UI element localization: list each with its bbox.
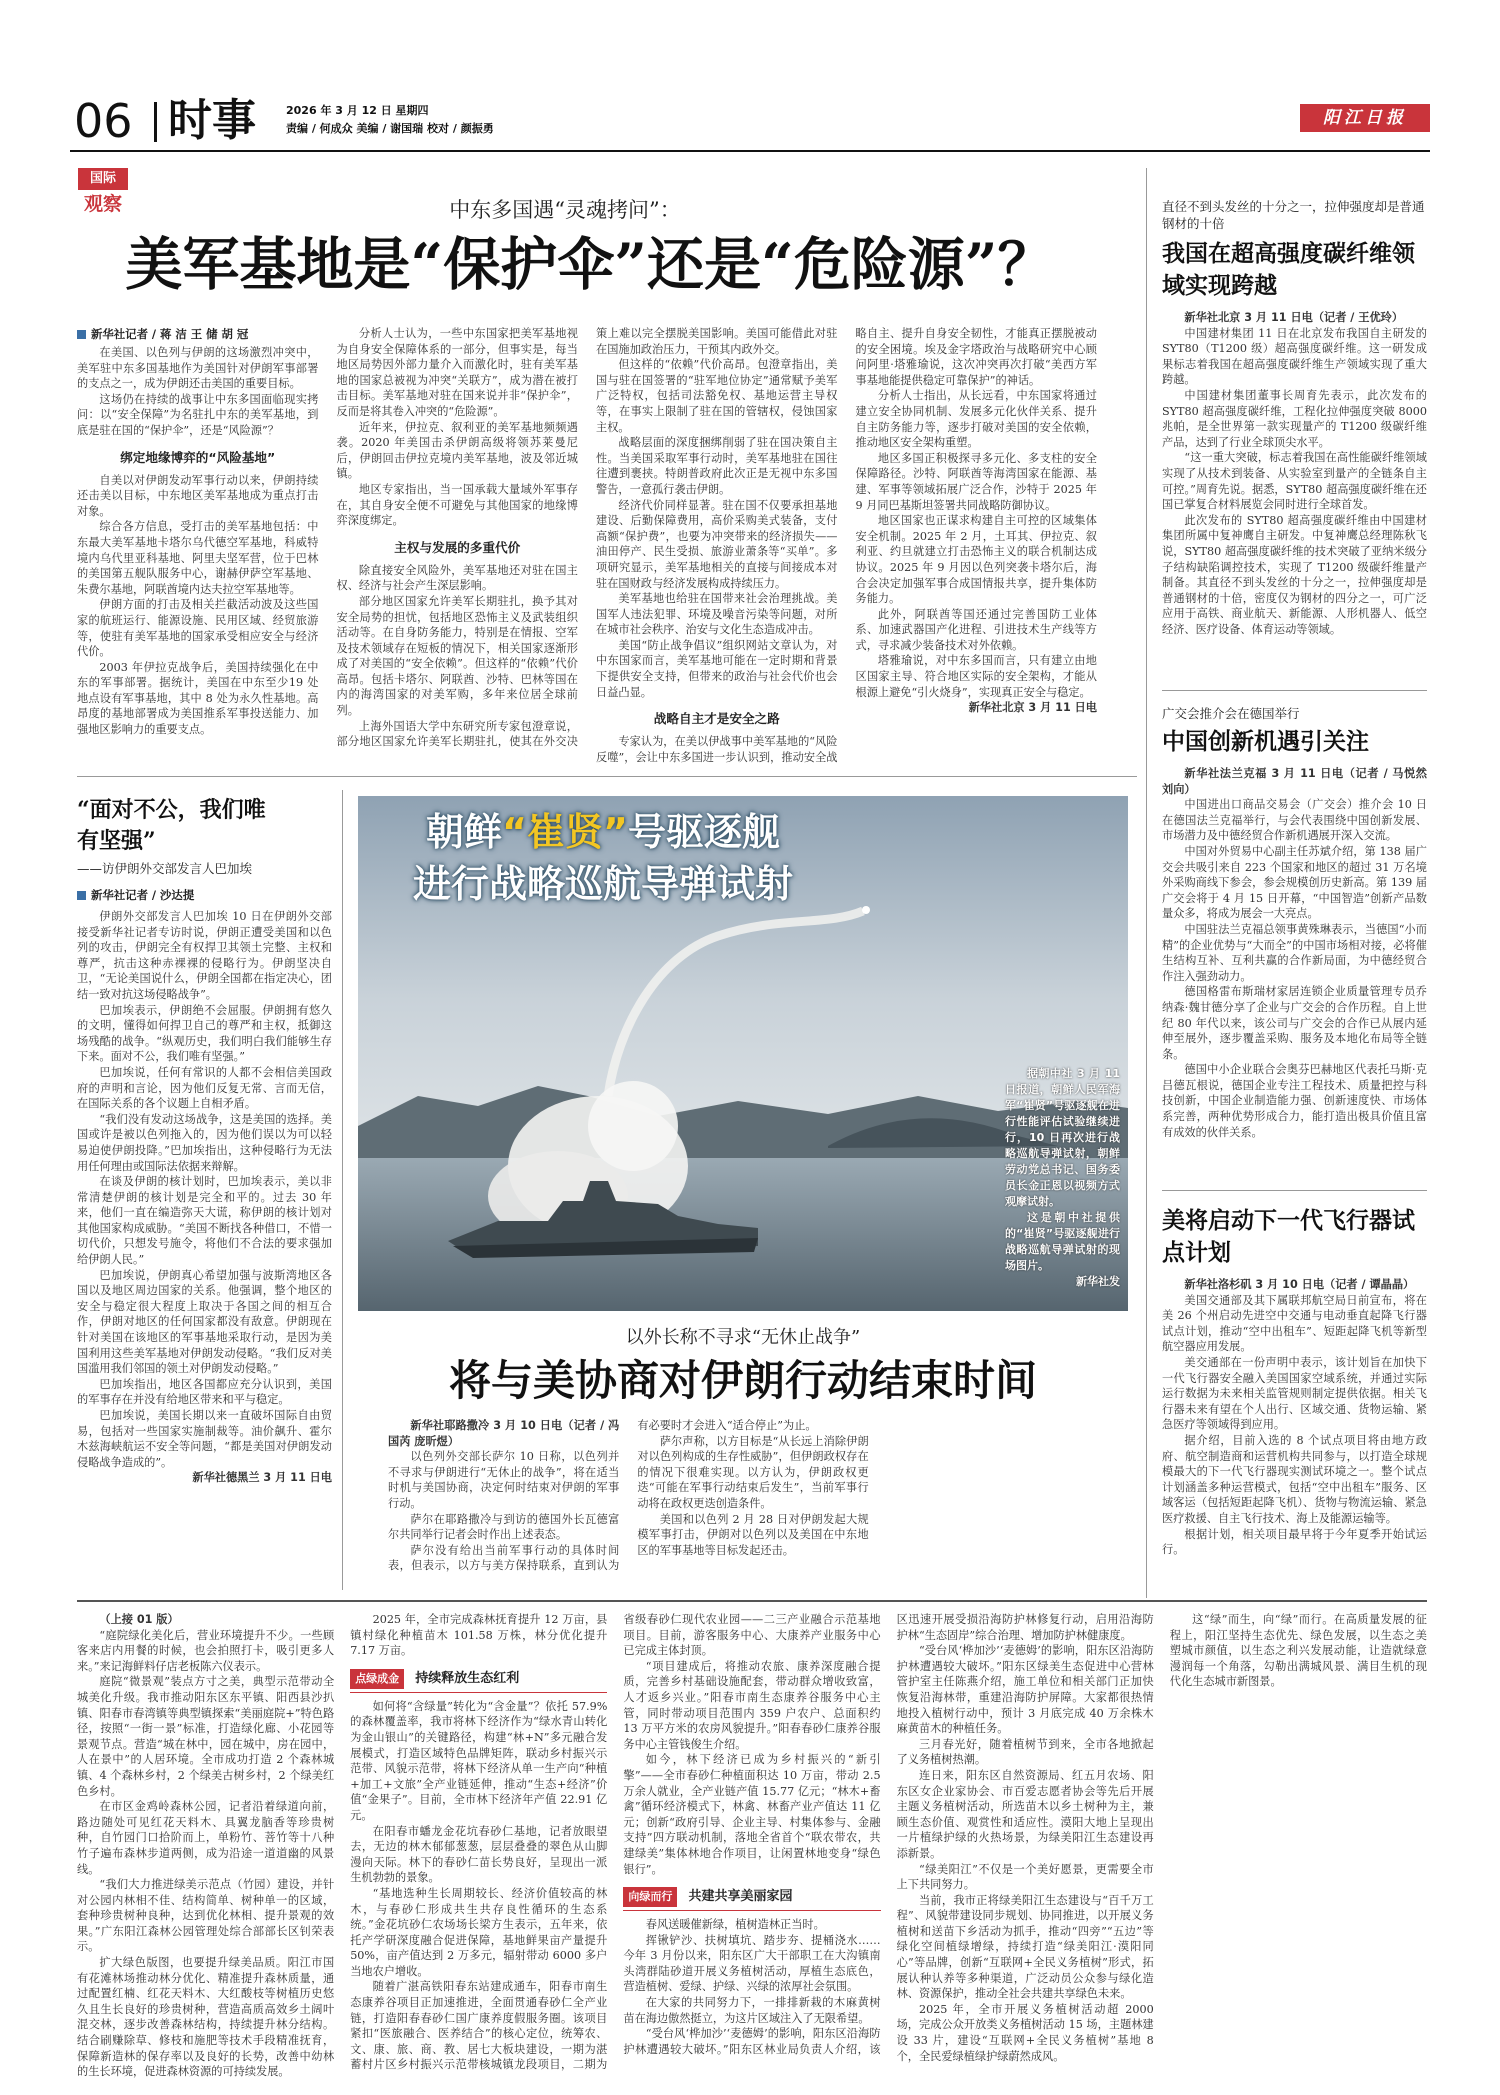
expo-lead-bold: 新华社法兰克福 3 月 11 日电（记者 / 马悦然 刘向）: [1162, 767, 1427, 796]
expo-lead: [1162, 766, 1427, 797]
aircraft-article: [1162, 1205, 1427, 1600]
aircraft-para: 美交通部在一份声明中表示，该计划旨在加快下一代飞行器安全融入美国国家空域系统，并通过实际运行数据为未来相关监管规则制定提供依据。相关飞行器未来有望在个人出行、区域交通、货物运输、紧急医疗等领域得到应用。: [1162, 1355, 1427, 1432]
carbon-teaser: 直径不到头发丝的十分之一，拉伸强度却是普通钢材的十倍: [1162, 199, 1425, 231]
continued-para: 三月春光好，随着植树节到来，全市各地掀起了义务植树热潮。: [896, 1737, 1154, 1767]
interview-para: 伊朗外交部发言人巴加埃 10 日在伊朗外交部接受新华社记者专访时说，伊朗正遭受美国和以色列的攻击，伊朗完全有权捍卫其领土完整、主权和尊严，抗击这种赤裸裸的侵略行为。伊朗坚决自卫，“无论美国说什么，伊朗全国都在指定决心，团结一致对抗这场侵略战争”。: [77, 910, 332, 1001]
aircraft-para: 根据计划，相关项目最早将于今年夏季开始试运行。: [1162, 1527, 1427, 1557]
mideast-para: 地区国家也正谋求构建自主可控的区域集体安全机制。2025 年 2 月，土耳其、伊拉克、叙利亚、约旦就建立打击恐怖主义的联合机制达成协议。2025 年 9 月因以色列突袭卡塔尔后，海合会决定加强军事合成国情报共享，提升集体防务能力。: [855, 514, 1097, 606]
continued-para: 随着广湛高铁阳春东站建成通车，阳春市南生态康养谷项目正加速推进，全面贯通春砂仁全产业链，打造阳春春砂仁国广康养度假服务圈。该项目紧扣“医旅融合、医养结合”的核心定位，统筹农、文、康、旅、商、教、居七大板块建设，一期为湛蓄村片区乡村振兴示范带核城镇龙段项目，二期为省级春砂仁现代农业园——二三产业融合示范基地项目。目前，游客服务中心、大康养产业服务中心已完成主体封顶。: [350, 1613, 881, 2072]
continued-para: 2025 年，全市完成森林抚育提升 12 万亩，县镇村绿化种植苗木 101.58 万株，林分优化提升 7.17 万亩。: [350, 1613, 608, 1658]
korea-banner-ship-name: “崔贤”: [502, 810, 628, 854]
right-column-divider: [1146, 168, 1147, 1598]
section-heading-toward-green: [623, 1885, 880, 1911]
aircraft-lead-bold: 新华社洛杉矶 3 月 10 日电（记者 / 谭晶晶）: [1184, 1278, 1415, 1291]
iran-lead-bold: 新华社耶路撒冷 3 月 10 日电（记者 / 冯国芮 庞昕煜）: [388, 1419, 620, 1448]
interview-para: 在谈及伊朗的核计划时，巴加埃表示，美以非常清楚伊朗的核计划是完全和平的。过去 30 年来，他们一直在编造弥天大谎，称伊朗的核计划对其他国家构成威胁。“美国不断找各种借口，不惜一切代价，只想发号施令，将他们不合法的要求强加给伊朗人民。”: [77, 1175, 332, 1267]
korea-caption: [1005, 1066, 1120, 1290]
carbon-rule: [1162, 690, 1427, 691]
continued-para: “项目建成后，将推动农旅、康养深度融合提质，完善乡村基础设施配套，带动群众增收致富，人才返乡兴业。”阳春市南生态康养谷服务中心主管，同时带动项目范围内 359 户农户、总面积约 13 万平方米的农房风貌提升。”阳春春砂仁康养谷服务中心主管钱俊生介绍。: [623, 1659, 881, 1751]
header-divider: [154, 102, 157, 142]
interview-subhead: ——访伊朗外交部发言人巴加埃: [77, 861, 253, 876]
iran-para: 萨尔没有给出当前军事行动的具体时间表，但表示，以方与美方保持联系，直到认为有必要时才会进入“适合停止”为止。: [388, 1419, 817, 1573]
bottom-section-rule: [77, 1600, 1427, 1602]
carbon-lead-bold: 新华社北京 3 月 11 日电（记者 / 王优玲）: [1184, 311, 1404, 324]
iran-lead: [388, 1418, 619, 1449]
korea-banner-line1: [388, 806, 818, 858]
interview-dateline: 新华社德黑兰 3 月 11 日电: [192, 1471, 332, 1485]
masthead-logo: [1300, 104, 1430, 132]
continued-para: 当前，我市正将绿美阳江生态建设与“百千万工程”、风貌带建设同步规划、协同推进，以开展义务植树和送苗下乡活动为抓手，推动“四旁”“五边”等绿化空间植绿增绿，持续打造“绿美阳江·漠阳同心”等品牌，创新“互联网+全民义务植树”形式，拓展认种认养等多种渠道，广泛动员公众参与绿化造林、资源保护，推动全社会共建共享绿色未来。: [896, 1893, 1154, 2001]
iran-para: 萨尔在耶路撒冷与到访的德国外长瓦德富尔共同举行记者会时作出上述表态。: [388, 1512, 620, 1542]
continued-para: 这“绿”而生，向“绿”而行。在高质量发展的征程上，阳江坚持生态优先、绿色发展，以生态之美塑城市颜值，以生态之利兴发展动能，让造就绿意漫润每一个角落，勾勒出满城风景、满目生机的现代化生态城市新图景。: [1169, 1613, 1427, 1689]
continued-para: “基地选种生长周期较长、经济价值较高的林木，与春砂仁形成共生共存良性循环的生态系统。”金花坑砂仁农场场长梁方生表示，五年来，依托产学研深度融合促进保障，基地鲜果亩产量提升 50%，亩产值达到 2 万多元，辐射带动 6000 多户当地农户增收。: [350, 1886, 608, 1978]
interview-para: “我们没有发动这场战争，这是美国的选择。美国或许是被以色列拖入的，因为他们误以为可以轻易迫使伊朗投降。”巴加埃指出，这种侵略行为无法用任何理由或国际法依据来辩解。: [77, 1112, 332, 1173]
continued-para: “受台风‘桦加沙’‘麦德姆’的影响，阳东区沿海防护林遭遇较大破坏。”阳东区绿美生态促进中心营林管护室主任陈燕介绍，施工单位和相关部门正加快恢复沿海林带，重建沿海防护屏障。大家都很热情地投入植树行动中，预计 3 月底完成 40 万余株木麻黄苗木的种植任务。: [896, 1644, 1154, 1736]
continued-para: 在阳春市蟠龙金花坑春砂仁基地，记者放眼望去，无边的林木郁郁葱葱，层层叠叠的翠色从山脚漫向天际。林下的春砂仁苗长势良好，呈现出一派生机勃勃的景象。: [350, 1824, 608, 1885]
missile: [862, 906, 870, 914]
carbon-lead: [1162, 310, 1427, 326]
continued-para: “庭院绿化美化后，营业环境提升不少。一些顾客来店内用餐的时候，也会拍照打卡，吸引更多人来。”来记海鲜料仔店老板陈六仪表示。: [77, 1628, 335, 1673]
expo-para: 德国中小企业联合会奥芬巴赫地区代表托马斯·克吕德瓦根说，德国企业专注工程技术、质量把控与科技创新，中国企业制造能力强、创新速度快、市场体系完善，两种优势形成合力，能打造出极具价值且富有成效的伙伴关系。: [1162, 1063, 1427, 1139]
interview-byline-text: 新华社记者 / 沙达提: [91, 888, 195, 902]
carbon-para: “这一重大突破，标志着我国在高性能碳纤维领域实现了从技术到装备、从实验室到量产的全链条自主可控。”周育先说。据悉，SYT80 超高强度碳纤维在还国已掌复合材料展览会同时进行全球首发。: [1162, 451, 1427, 512]
mideast-para: 美国“防止战争倡议”组织网站文章认为，对中东国家而言，美军基地可能在一定时期和背景下提供安全支持，但带来的政治与社会代价也会日益凸显。: [596, 638, 838, 699]
interview-para: 巴加埃表示，伊朗绝不会屈服。伊朗拥有悠久的文明，懂得如何捍卫自己的尊严和主权，抵御这场残酷的战争。“纵观历史，我们明白我们能够生存下来。面对不公，我们唯有坚强。”: [77, 1003, 332, 1064]
iran-para: 萨尔声称，以方目标是“从长远上消除伊朗对以色列构成的生存性威胁”，但伊朗政权存在的情况下很难实现。以方认为，伊朗政权更迭“可能在军事行动结束后发生”，当前军事行动将在政权更迭创造条件。: [637, 1434, 869, 1510]
mideast-para: 经济代价同样显著。驻在国不仅要承担基地建设、后勤保障费用，高价采购美式装备，支付高额“保护费”，也要为冲突带来的经济损失——油田停产、民生受损、旅游业萧条等“买单”。多项研究显示，美军基地相关的直接与间接成本对驻在国财政与经济发展构成持续压力。: [596, 498, 838, 590]
korea-caption-text: 据朝中社 3 月 11 日报道，朝鲜人民军海军“崔贤”号驱逐舰在进行性能评估试验继续进行，10 日再次进行战略巡航导弹试射，朝鲜劳动党总书记、国务委员长金正恩以视频方式观摩试射。: [1005, 1067, 1120, 1208]
mideast-para: 地区多国正积极探寻多元化、多支柱的安全保障路径。沙特、阿联酋等海湾国家在能源、基建、军事等领域拓展广泛合作，沙特于 2025 年 9 月同巴基斯坦签署共同战略防御协议。: [855, 451, 1097, 512]
continued-para: 庭院“微景观”装点方寸之美，典型示范带动全城美化升级。我市推动阳东区东平镇、阳西县沙扒镇、阳春市春湾镇等典型镇探索“美丽庭院+”特色路径，按照“一街一景”标准，打造绿化廊、小花园等景观节点。营造“城在林中，园在城中，房在园中，人在景中”的人居环境。全市成功打造 2 个森林城镇、4 个森林乡村，2 个绿美古树乡村，2 个绿美红色乡村。: [77, 1675, 335, 1798]
continued-para: “绿美阳江”不仅是一个美好愿景，更需要全市上下共同努力。: [896, 1862, 1154, 1892]
section-title: 共建共享美丽家园: [688, 1889, 793, 1905]
continued-para: 2025 年，全市开展义务植树活动超 2000 场，完成公众开放类义务植树活动 15 场，主题林建设 33 片，建设“互联网+全民义务植树”基地 8 个，全民爱绿植绿护绿蔚然成风。: [896, 2002, 1154, 2063]
mideast-para: 战略层面的深度捆绑削弱了驻在国决策自主性。当美国采取军事行动时，美军基地驻在国往往遭到裹挟。特朗普政府此次正是无视中东多国警告，一意孤行袭击伊朗。: [596, 436, 838, 496]
page-number: 06: [74, 96, 133, 148]
mideast-para: 分析人士指出，从长远看，中东国家将通过建立安全协同机制、发展多元化伙伴关系、提升自主防务能力等，逐步打破对美国的安全依赖，推动地区安全架构重塑。: [855, 389, 1097, 450]
section-title: 时事: [168, 96, 256, 146]
mideast-para: 2003 年伊拉克战争后，美国持续强化在中东的军事部署。据统计，美国在中东至少19 处地点设有军事基地，其中 8 处为永久性基地。高昂度的基地部署成为美国推系军事投送能力、加强地区影响力的重要支点。: [77, 660, 319, 737]
aircraft-para: 美国交通部及其下属联邦航空局日前宣布，将在美 26 个州启动先进空中交通与电动垂直起降飞行器试点计划，推动“空中出租车”、短距起降飞机等新型航空器应用发展。: [1162, 1293, 1427, 1354]
mideast-bottom-rule: [77, 776, 1137, 777]
section-tag: 点绿成金: [350, 1669, 404, 1689]
continued-para: 扩大绿色版图，也要提升绿美品质。阳江市国有花滩林场推动林分优化、精准提升森林质量，通过配置红楠、红花天料木、大红酸枝等树植历史悠久且生长良好的珍贵树种，营造高质高效乡土阔叶混交林，逐步改善森林结构，持续提升林分结构。结合刷赚除草、修枝和施肥等技术手段精准抚育，保障新造林的保存率以及良好的长势，改善中幼林的生长环境，促进森林资源的可持续发展。: [77, 1956, 335, 2079]
korea-banner-line1-a: 朝鲜: [426, 810, 503, 854]
mideast-para: 上海外国语大学中东研究所专家包澄章说，部分地区国家允许美军长期驻扎，使其在外交决策上难以完全摆脱美国影响。美国可能借此对驻在国施加政治压力，干预其内政外交。: [336, 327, 838, 749]
badge-bottom: 观察: [83, 193, 122, 215]
header-rule: [70, 150, 1430, 152]
korea-banner: [388, 806, 818, 910]
interview-article: [77, 795, 332, 1580]
korea-banner-line2: 进行战略巡航导弹试射: [412, 862, 793, 906]
iran-article: [388, 1418, 1118, 1578]
continued-para: 连日来，阳东区自然资源局、红五月农场、阳东区女企业家协会、市百爱志愿者协会等先后开展主题义务植树活动，所选苗木以乡土树种为主，兼顾生态价值、观赏性和适应性。漠阳大地上呈现出一片植绿护绿的火热场景，为绿美阳江生态建设再添新景。: [896, 1768, 1154, 1860]
continued-para: 在市区金鸡岭森林公园，记者沿着绿道向前，路边随处可见红花天料木、具翼龙脑香等珍贵树种，自竹园门口拾阶而上，单粉竹、菩竹等十八种竹子遍布森林步道两侧，成为沿途一道道幽的风景线。: [77, 1800, 335, 1876]
masthead-logo-text: 阳江日报: [1323, 108, 1407, 128]
carbon-para: 中国建材集团董事长周育先表示，此次发布的 SYT80 超高强度碳纤维，工程化拉伸强度突破 8000 兆帕，是全世界第一款实现量产的 T1200 级碳纤维产品，达到了行业全球顶尖水平。: [1162, 388, 1427, 449]
iran-kicker: 以外长称不寻求“无休止战争”: [625, 1327, 861, 1348]
expo-kicker: 广交会推介会在德国举行: [1162, 706, 1300, 721]
carbon-para: 中国建材集团 11 日在北京发布我国自主研发的 SYT80（T1200 级）超高强度碳纤维。这一研发成果标志着我国在超高强度碳纤维生产领域实现了重大跨越。: [1162, 326, 1427, 387]
mideast-para: 此外，阿联酋等国还通过完善国防工业体系、加速武器国产化进程、引进技术生产线等方式，寻求减少装备技术对外依赖。: [855, 607, 1097, 652]
iran-para: 以色列外交部长萨尔 10 日称，以色列并不寻求与伊朗进行“无休止的战争”，将在适当时机与美国协商，决定何时结束对伊朗的军事行动。: [388, 1450, 620, 1510]
mideast-kicker: 中东多国遇“灵魂拷问”：: [449, 198, 681, 222]
mideast-para: 地区专家指出，当一国承载大量域外军事存在，其自身安全便不可避免与其他国家的地缘博弈深度绑定。: [336, 482, 578, 528]
iran-headline: 将与美协商对伊朗行动结束时间: [448, 1356, 1037, 1405]
mideast-dateline: 新华社北京 3 月 11 日电: [968, 701, 1097, 715]
mideast-para: 专家认为，在美以伊战事中美军基地的“风险反噬”，会让中东多国进一步认识到，推动安全战略自主、提升自身安全韧性，才能真正摆脱被动的安全困境。埃及金字塔政治与战略研究中心顾问阿里·塔雅瑜说，这次冲突再次打破“美西方军事基地能提供稳定可靠保护”的神话。: [596, 327, 1097, 764]
expo-headline: 中国创新机遇引关注: [1162, 729, 1369, 755]
mideast-subhead: 战略自主才是安全之路: [653, 711, 780, 727]
mideast-para: 综合各方信息，受打击的美军基地包括：中东最大美军基地卡塔尔乌代德空军基地，科威特境内乌代里亚科基地、阿里夫坚军营，位于巴林的美国第五舰队服务中心，谢赫伊萨空军基地、朱费尔基地，阿联酋境内达夫拉空军基地等。: [77, 520, 319, 596]
continued-para: 挥锹铲沙、扶树填坑、踏步夯、提桶浇水……今年 3 月份以来，阳东区广大干部职工在大沟镇南头湾群陆砂道开展义务植树活动，厚植生态底色，营造植树、爱绿、护绿、兴绿的浓厚社会氛围。: [623, 1933, 881, 1994]
mideast-para: 除直接安全风险外，美军基地还对驻在国主权、经济与社会产生深层影响。: [336, 563, 578, 593]
continued-article: [77, 1612, 1427, 2082]
mideast-para: 但这样的“依赖”代价高昂。包澄章指出，美国与驻在国签署的“驻军地位协定”通常赋予美军广泛特权，包括司法豁免权、基地运营主导权等，在事实上限制了驻在国的管辖权，侵蚀国家主权。: [596, 358, 838, 434]
korea-caption-text2: 这是朝中社提供的“崔贤”号驱逐舰进行战略巡航导弹试射的现场图片。: [1005, 1211, 1120, 1272]
mideast-para: 分析人士认为，一些中东国家把美军基地视为自身安全保障体系的一部分，但事实是，每当地区局势因外部力量介入而激化时，驻有美军基地的国家总被视为冲突“关联方”，成为潜在被打击目标。美军基地对驻在国来说并非“保护伞”，反而是将其卷入冲突的“危险源”。: [336, 327, 578, 418]
mideast-subhead: 主权与发展的多重代价: [394, 539, 521, 555]
mideast-para: 这场仍在持续的战事让中东多国面临现实拷问：以“安全保障”为名驻扎中东的美军基地，到底是驻在国的“保护伞”，还是“风险源”？: [77, 392, 319, 437]
section-tag: 向绿而行: [623, 1887, 677, 1907]
carbon-article: [1162, 198, 1427, 678]
korea-photo-block: [358, 796, 1128, 1311]
editor-credits: 责编 / 何成众 美编 / 谢国瑞 校对 / 颜振勇: [286, 122, 494, 135]
expo-para: 中国对外贸易中心副主任苏斌介绍，第 138 届广交会共吸引来自 223 个国家和地区的超过 31 万名境外采购商线下参会，参会规模创历史新高。第 139 届广交会将于 4 月 15 日开幕，“中国智造”创新产品数量众多，将成为展会一大亮点。: [1162, 844, 1427, 921]
continued-para: 春风送暖催新绿，植树造林正当时。: [645, 1918, 825, 1932]
section-title: 持续释放生态红利: [415, 1670, 520, 1686]
mideast-byline-text: 新华社记者 / 蒋 洁 王 储 胡 冠: [91, 327, 249, 341]
continued-para: “受台风‘桦加沙’‘麦德姆’的影响，阳东区沿海防护林遭遇较大破坏。”阳东区林业局负责人介绍，该区迅速开展受损沿海防护林修复行动，启用沿海防护林“生态固岸”综合治理、增加防护林健康度。: [623, 1613, 1154, 2056]
mideast-para: 部分地区国家允许美军长期驻扎，换予其对安全局势的担忧，包括地区恐怖主义及武装组织活动等。在自身防务能力，特别是在情报、空军及技术领域存在短板的情况下，相关国家逐渐形成了对美国的“安全依赖”。但这样的“依赖”代价高昂。包括卡塔尔、阿联酋、沙特、巴林等国在内的海湾国家的对美军购，多年来位居全球前列。: [336, 594, 578, 718]
mideast-byline: [77, 326, 319, 342]
page-header: [70, 96, 1430, 148]
mideast-para: 美军基地也给驻在国带来社会治理挑战。美国军人违法犯罪、环境及噪音污染等问题，对所在城市社会秩序、治安与文化生态造成冲击。: [596, 592, 838, 637]
badge-top: 国际: [78, 168, 128, 190]
mideast-para: 在美国、以色列与伊朗的这场激烈冲突中，美军驻中东多国基地作为美国针对伊朗军事部署的支点之一，成为伊朗还击美国的重要目标。: [77, 346, 319, 391]
iran-para: 美国和以色列 2 月 28 日对伊朗发起大规模军事打击，伊朗对以色列以及美国在中东地区的军事基地等目标发起还击。: [637, 1512, 869, 1557]
interview-para: 巴加埃说，伊朗真心希望加强与波斯湾地区各国以及地区周边国家的关系。他强调，整个地区的安全与稳定很大程度上取决于各国之间的相互合作，伊朗对地区的任何国家都没有敌意。伊朗现在针对美国在该地区的军事基地采取行动，是因为美国利用这些美军基地对伊朗发动侵略。“我们反对美国滥用我们邻国的领土对伊朗发动侵略。”: [77, 1268, 332, 1376]
mideast-columns: [77, 326, 1097, 766]
byline-marker: [77, 330, 86, 339]
continued-para: 如今，林下经济已成为乡村振兴的“新引擎”——全市春砂仁种植面积达 10 万亩，带动 2.5 万余人就业，全产业链产值 15.77 亿元；“林木+畜禽”循环经济模式下，林禽、林畜产业产值达 11 亿元；创新“政府引导、企业主导、村集体参与、金融支持”四方联动机制，落地全省首个“联农带农，共建绿美”集体林地合作项目，让闲置林地变身“绿色银行”。: [623, 1753, 881, 1876]
mideast-subhead: 绑定地缘博弈的“风险基地”: [120, 449, 276, 465]
aircraft-headline: 美将启动下一代飞行器试点计划: [1162, 1208, 1415, 1266]
carbon-headline: 我国在超高强度碳纤维领域实现跨越: [1162, 241, 1415, 299]
expo-para: 中国进出口商品交易会（广交会）推介会 10 日在德国法兰克福举行，与会代表围绕中国创新发展、市场潜力及中德经贸合作新机遇展开深入交流。: [1162, 798, 1427, 843]
expo-para: 德国格雷布斯瑞材家居连锁企业质量管理专员乔纳森·魏甘德分享了企业与广交会的合作历程。自上世纪 80 年代以来，该公司与广交会的合作已从展内延伸至展外，逐步覆盖采购、服务及本地化布局等全链条。: [1162, 985, 1427, 1061]
smoke-cloud: [588, 1081, 678, 1171]
korea-credit: 新华社发: [1076, 1275, 1120, 1288]
continued-para: 如何将“含绿量”转化为“含金量”？依托 57.9% 的森林覆盖率，我市将林下经济作为“绿水青山转化为金山银山”的关键路径，构建“林+N”多元融合发展模式，打造区域特色品牌矩阵，联动乡村振兴示范带、风貌示范带，将林下经济从单一生产向“种植+加工+文旅”全产业链延伸，推动“生态+经济”价值“金果子”。目前，全市林下经济年产值 22.91 亿元。: [350, 1699, 608, 1822]
mideast-article: [77, 326, 1097, 766]
interview-divider: [342, 790, 343, 1590]
mideast-para: 自美以对伊朗发动军事行动以来，伊朗持续还击美以目标，中东地区美军基地成为重点打击对象。: [77, 473, 319, 518]
continued-columns: [77, 1612, 1427, 2082]
issue-date: 2026 年 3 月 12 日 星期四: [286, 104, 429, 117]
byline-marker: [77, 891, 86, 900]
section-heading-green-gold: [350, 1667, 607, 1693]
intl-watch-badge: [78, 168, 128, 222]
interview-headline: “面对不公，我们唯有坚强”: [77, 797, 266, 854]
interview-para: 巴加埃指出，地区各国都应充分认识到，美国的军事存在并没有给地区带来和平与稳定。: [77, 1377, 332, 1407]
aircraft-para: 据介绍，目前入选的 8 个试点项目将由地方政府、航空制造商和运营机构共同参与，以打造全球规模最大的下一代飞行器现实测试环境之一。整个试点计划涵盖多种运营模式，包括“空中出租车”服务、区域客运（包括短距起降飞机）、货物与物流运输、紧急医疗救援、自主飞行技术、海上及能源运输等。: [1162, 1433, 1427, 1525]
interview-para: 巴加埃说，任何有常识的人都不会相信美国政府的声明和言论，因为他们反复无常、言而无信，在国际关系的各个议题上自相矛盾。: [77, 1065, 332, 1111]
korea-banner-line1-c: 号驱逐舰: [627, 810, 780, 854]
interview-byline: [77, 887, 332, 903]
expo-rule: [1162, 1190, 1427, 1191]
continued-label: （上接 01 版）: [99, 1613, 179, 1626]
continued-para: 在大家的共同努力下，一排排新栽的木麻黄树苗在海边傲然挺立，为这片区域注入了无限希望。: [623, 1996, 881, 2025]
expo-article: [1162, 705, 1427, 1205]
mideast-headline: 美军基地是“保护伞”还是“危险源”？: [125, 231, 1055, 298]
aircraft-lead: [1162, 1277, 1427, 1293]
mideast-para: 近年来，伊拉克、叙利亚的美军基地频频遇袭。2020 年美国击杀伊朗高级将领苏莱曼尼后，伊朗回击伊拉克境内美军基地，波及邻近城镇。: [336, 420, 578, 481]
mideast-para: 塔雅瑜说，对中东多国而言，只有建立由地区国家主导、符合地区实际的安全架构，才能从根源上避免“引火烧身”，实现真正安全与稳定。: [855, 654, 1097, 699]
carbon-para: 此次发布的 SYT80 超高强度碳纤维由中国建材集团所属中复神鹰自主研发。中复神鹰总经理陈秋飞说，SYT80 超高强度碳纤维的技术突破了亚纳米级分子结构缺陷调控技术，实现了 T1200 级碳纤维量产制备。其直径不到头发丝的十分之一，拉伸强度却是普通钢材的十倍，密度仅为钢材的四分之一，可广泛应用于高铁、商业航天、新能源、人形机器人、低空经济、医疗设备、体育运动等领域。: [1162, 513, 1427, 636]
mideast-para: 伊朗方面的打击及相关拦截活动波及这些国家的航班运行、能源设施、民用区域、经贸旅游等，使驻有美军基地的国家承受相应安全与经济代价。: [77, 598, 319, 659]
interview-para: 巴加埃说，美国长期以来一直破坏国际自由贸易，包括对一些国家实施制裁等。油价飙升、霍尔木兹海峡航运不安全等问题，“都是美国对伊朗发动侵略战争造成的”。: [77, 1409, 332, 1469]
expo-para: 中国驻法兰克福总领事黄殊琳表示，当德国“小而精”的企业优势与“大而全”的中国市场相对接，必将催生结构互补、互利共赢的合作新局面，为中德经贸合作注入强劲动力。: [1162, 922, 1427, 983]
iran-columns: [388, 1418, 1118, 1578]
continued-para: “我们大力推进绿美示范点（竹园）建设，并针对公园内林相不佳、结构简单、树种单一的区域，套种珍贵树种良种，达到优化林相、提升景观的效果。”广东阳江森林公园管理处综合部部长区钊荣表示。: [77, 1878, 335, 1954]
